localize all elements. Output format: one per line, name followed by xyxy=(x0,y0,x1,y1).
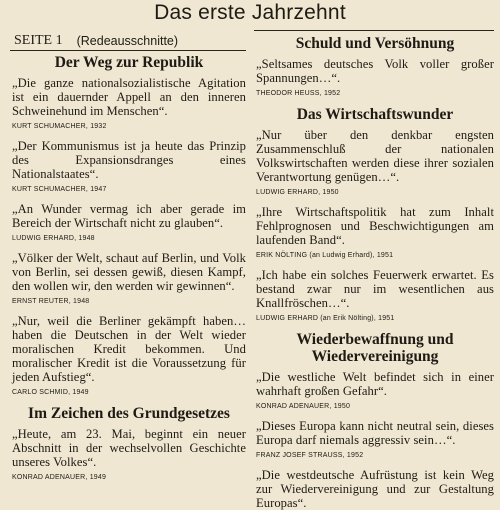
quote-author: LUDWIG ERHARD, 1950 xyxy=(256,189,339,196)
quote-text: „Die ganze nationalsozialistische Agitation ist ein dauernder Appell an den inneren Schweinehund im Menschen“. xyxy=(12,76,246,118)
section-wiederbewaffnung xyxy=(256,331,494,510)
left-column xyxy=(12,54,246,500)
quote-author: LUDWIG ERHARD, 1948 xyxy=(12,235,95,242)
quote-text: „Seltsames deutsches Volk voller großer Spannungen…“. xyxy=(256,57,494,85)
section-heading: Wiederbewaffnung und Wiedervereinigung xyxy=(296,331,454,365)
section-heading: Das Wirtschaftswunder xyxy=(296,106,454,123)
section-grundgesetz xyxy=(12,405,246,482)
page-number-label: SEITE 1 xyxy=(14,33,63,48)
quote-text: „Die westdeutsche Aufrüstung ist kein Weg zur Wiedervereinigung und zur Gestaltung Europas“. xyxy=(256,468,494,510)
section-schuld-versoehnung xyxy=(256,35,494,98)
section-heading: Schuld und Versöhnung xyxy=(295,35,455,52)
quote-author: FRANZ JOSEF STRAUSS, 1952 xyxy=(256,452,364,459)
quote-author: LUDWIG ERHARD (an Erik Nölting), 1951 xyxy=(256,315,395,322)
quote-block xyxy=(256,128,494,197)
quote-block xyxy=(256,205,494,260)
quote-block xyxy=(12,427,246,482)
quote-author: KURT SCHUMACHER, 1932 xyxy=(12,123,107,130)
quote-block xyxy=(256,419,494,460)
quote-text: „Die westliche Welt befindet sich in einer wahrhaft großen Gefahr“. xyxy=(256,370,494,398)
quote-author: KONRAD ADENAUER, 1950 xyxy=(256,403,351,410)
right-column xyxy=(256,33,494,510)
page-title: Das erste Jahrzehnt xyxy=(154,1,346,24)
quote-text: „Der Kommunismus ist ja heute das Prinzip des Expansionsdranges eines Nationalstaates“. xyxy=(12,139,246,181)
quote-block xyxy=(12,314,246,397)
section-weg-zur-republik xyxy=(12,54,246,397)
quote-author: THEODOR HEUSS, 1952 xyxy=(256,90,341,97)
quote-text: „Nur über den denkbar engsten Zusammenschluß der nationalen Volkswirtschaften werden diese ihrer sozialen Verantwortung genügen…“. xyxy=(256,128,494,184)
page-note: (Redeausschnitte) xyxy=(76,34,179,48)
quote-author: ERIK NÖLTING (an Ludwig Erhard), 1951 xyxy=(256,252,394,259)
quote-text: „Dieses Europa kann nicht neutral sein, dieses Europa darf niemals aggressiv sein…“. xyxy=(256,419,494,447)
quote-block xyxy=(256,370,494,411)
quote-author: KURT SCHUMACHER, 1947 xyxy=(12,186,107,193)
quote-text: „Heute, am 23. Mai, beginnt ein neuer Abschnitt in der wechselvollen Geschichte unseres Volkes“. xyxy=(12,427,246,469)
section-wirtschaftswunder xyxy=(256,106,494,323)
quote-text: „Nur, weil die Berliner gekämpft haben… haben die Deutschen in der Welt wieder moralischen Kredit bekommen. Und moralischer Kredit ist die Voraussetzung für jeden Aufstieg“. xyxy=(12,314,246,384)
quote-block xyxy=(12,202,246,243)
quote-text: „An Wunder vermag ich aber gerade im Bereich der Wirtschaft nicht zu glauben“. xyxy=(12,202,246,230)
quote-block xyxy=(12,139,246,194)
quote-block xyxy=(256,268,494,323)
quote-block xyxy=(256,468,494,510)
left-divider xyxy=(10,50,246,51)
quote-author: ERNST REUTER, 1948 xyxy=(12,298,90,305)
page-indicator xyxy=(14,32,178,50)
right-divider xyxy=(254,30,494,31)
quote-author: CARLO SCHMID, 1949 xyxy=(12,389,89,396)
quote-text: „Ich habe ein solches Feuerwerk erwartet. Es bestand zwar nur im wesentlichen aus Knallfröschen…“. xyxy=(256,268,494,310)
section-heading: Der Weg zur Republik xyxy=(54,54,204,71)
section-heading: Im Zeichen des Grundgesetzes xyxy=(28,405,230,422)
quote-text: „Völker der Welt, schaut auf Berlin, und Volk von Berlin, sei dessen gewiß, diesen Kampf, den wollen wir, den werden wir gewinnen“. xyxy=(12,251,246,293)
quote-text: „Ihre Wirtschaftspolitik hat zum Inhalt Fehlprognosen und Beschwichtigungen am laufenden Band“. xyxy=(256,205,494,247)
quote-block xyxy=(256,57,494,98)
quote-block xyxy=(12,251,246,306)
quote-author: KONRAD ADENAUER, 1949 xyxy=(12,474,107,481)
quote-block xyxy=(12,76,246,131)
